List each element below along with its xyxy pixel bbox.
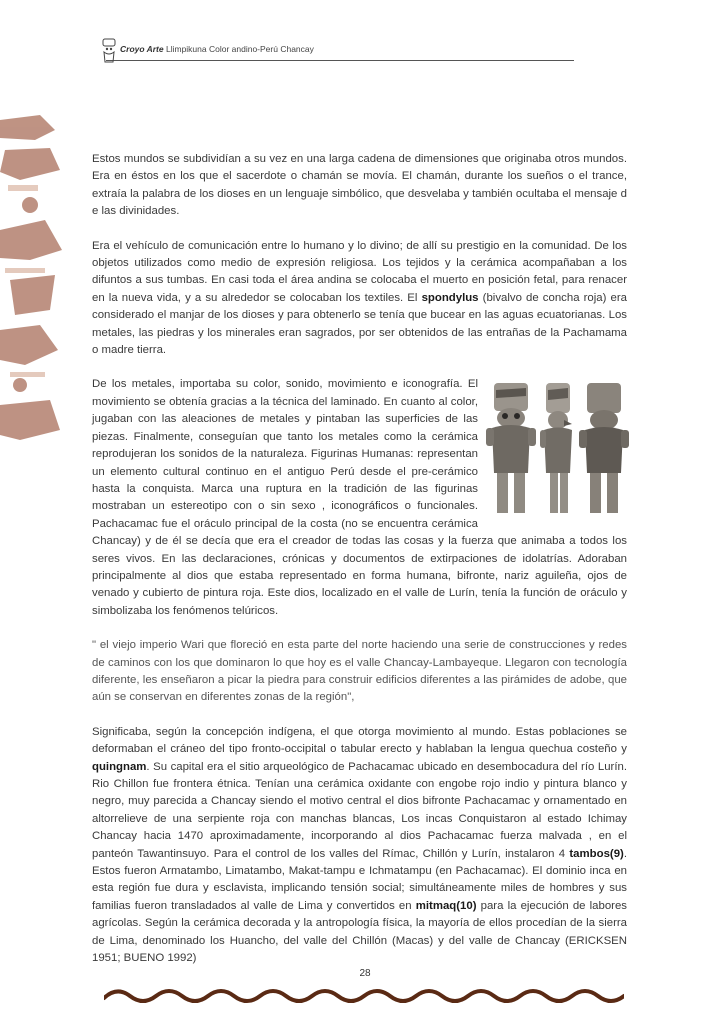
page-number: 28	[359, 968, 371, 979]
paragraph-3: De los metales, importaba su color, sonido, movimiento e iconografía. El movimiento se obtenía gracias a la técnica del laminado. En cuanto al color, jugaban con las aleaciones de metales y pintaban las superficies de las piezas. Finalmente, conseguían que tanto los metales como la cerámica reprodujeran los sonidos de la naturaleza. Figurinas Humanas: representan un elemento cultural continuo en el antiguo Perú desde el pre-cerámico hasta la conquista. Marca una ruptura en la tradición de las figurinas mostraban un estereotipo con o sin sexo , iconográficos o funcionales. Pachacamac fue el oráculo principal de la costa (no se encuentra cerámica Chancay) y de él se decía que era el creador de todas las cosas y la fuerza que animaba a todos los seres vivos. En las declaraciones, crónicas y documentos de extirpaciones de idolatrías. Adoraban principalmente al dios que estaba representado en forma humana, bifronte, nariz aguileña, ojos de venado y cubierto de pintura roja. Este dios, localizado en el valle de Lurín, tenía la función de oráculo y simbolizaba los fenómenos telúricos.	[92, 378, 627, 617]
paragraph-1: Estos mundos se subdividían a su vez en una larga cadena de dimensiones que originaba otros mundos. Era en éstos en los que el sacerdote o chamán se movía. El chamán, durante los sueños o el trance, extraía la palabra de los dioses en un lenguaje simbólico, que desvelaba y también ocultaba el mensaje d e las divinidades.	[92, 153, 627, 218]
term-spondylus: spondylus	[421, 291, 479, 304]
chancay-figurines-photo	[484, 378, 629, 520]
paragraph-5: Significaba, según la concepción indígena, el que otorga movimiento al mundo. Estas poblaciones se deformaban el cráneo del tipo fronto-occipital o tabular erecto y hablaban la lengua quechua costeño y quingnam. Su capital era el sitio arqueológico de Pachacamac ubicado en desembocadura del río Lurín. Rio Chillon fue frontera étnica. Tenían una cerámica oxidante con engobe rojo indio y pintura blanco y negro, muy parecida a Chancay siendo el motivo central el dios bifronte Pachacamac y ornamentado en altorrelieve de una serpiente roja con manchas blancas, Los incas Conquistaron al estado Ichimay Chancay hacia 1470 aproximadamente, incorporando al dios Pachacamac fuerza malvada , en el panteón Tawantinsuyo. Para el control de los valles del Rímac, Chillón y Lurín, instalaron 4 tambos(9). Estos fueron Armatambo, Limatambo, Makat-tampu e Ichmatampu (en Pachacamac). El dominio inca en esta región fue dura y esclavista, implicando tensión social; simultáneamente miles de hombres y sus familias fueron transladados al valle de Lima y convertidos en mitmaq(10) para la ejecución de labores agrícolas. Según la cerámica decorada y la antropología física, la mayoría de ellos procedían de la sierra de Lima, denominado los Huancho, del valle del Chillón (Macas) y del valle de Chancay (ERICKSEN 1951; BUENO 1992)	[92, 725, 627, 965]
quote-paragraph: " el viejo imperio Wari que floreció en esta parte del norte haciendo una serie de construcciones y redes de caminos con los que dominaron lo que hoy es el valle Chancay-Lambayeque. Llegaron con tecnología diferente, les enseñaron a picar la piedra para construir edificios diferentes a las pirámides de adobe, que aún se conservan en diferentes zonas de la región",	[92, 639, 627, 704]
term-quingnam: quingnam	[92, 760, 147, 773]
figurines-photo	[484, 378, 629, 520]
decorative-figure-left	[0, 110, 70, 460]
header-brand: Croyo Arte Llimpikuna Color andino-Perú Chancay	[120, 44, 314, 54]
term-tambos: tambos(9)	[569, 847, 624, 860]
decorative-wave-border	[104, 984, 624, 1006]
term-mitmaq: mitmaq(10)	[415, 899, 477, 912]
page-header	[106, 40, 574, 61]
header-subtitle: Llimpikuna Color andino-Perú Chancay	[165, 44, 314, 54]
figurine-logo-icon	[100, 38, 118, 64]
paragraph-2: Era el vehículo de comunicación entre lo humano y lo divino; de allí su prestigio en la comunidad. De los objetos utilizados como medio de expresión religiosa. Los tejidos y la cerámica acompañaban a los difuntos a sus tumbas. En casi toda el área andina se colocaba el muerto en posición fetal, para renacer en la nueva vida, y a su alrededor se colocaban los textiles. El spondylus (bivalvo de concha roja) era considerado el manjar de los dioses y para obtenerlo se tenía que bucear en las aguas ecuatorianas. Los metales, las piedras y los minerales eran sagrados, por ser obtenidos de las entrañas de la Pachamama o madre tierra.	[92, 239, 628, 357]
main-content	[92, 151, 627, 984]
